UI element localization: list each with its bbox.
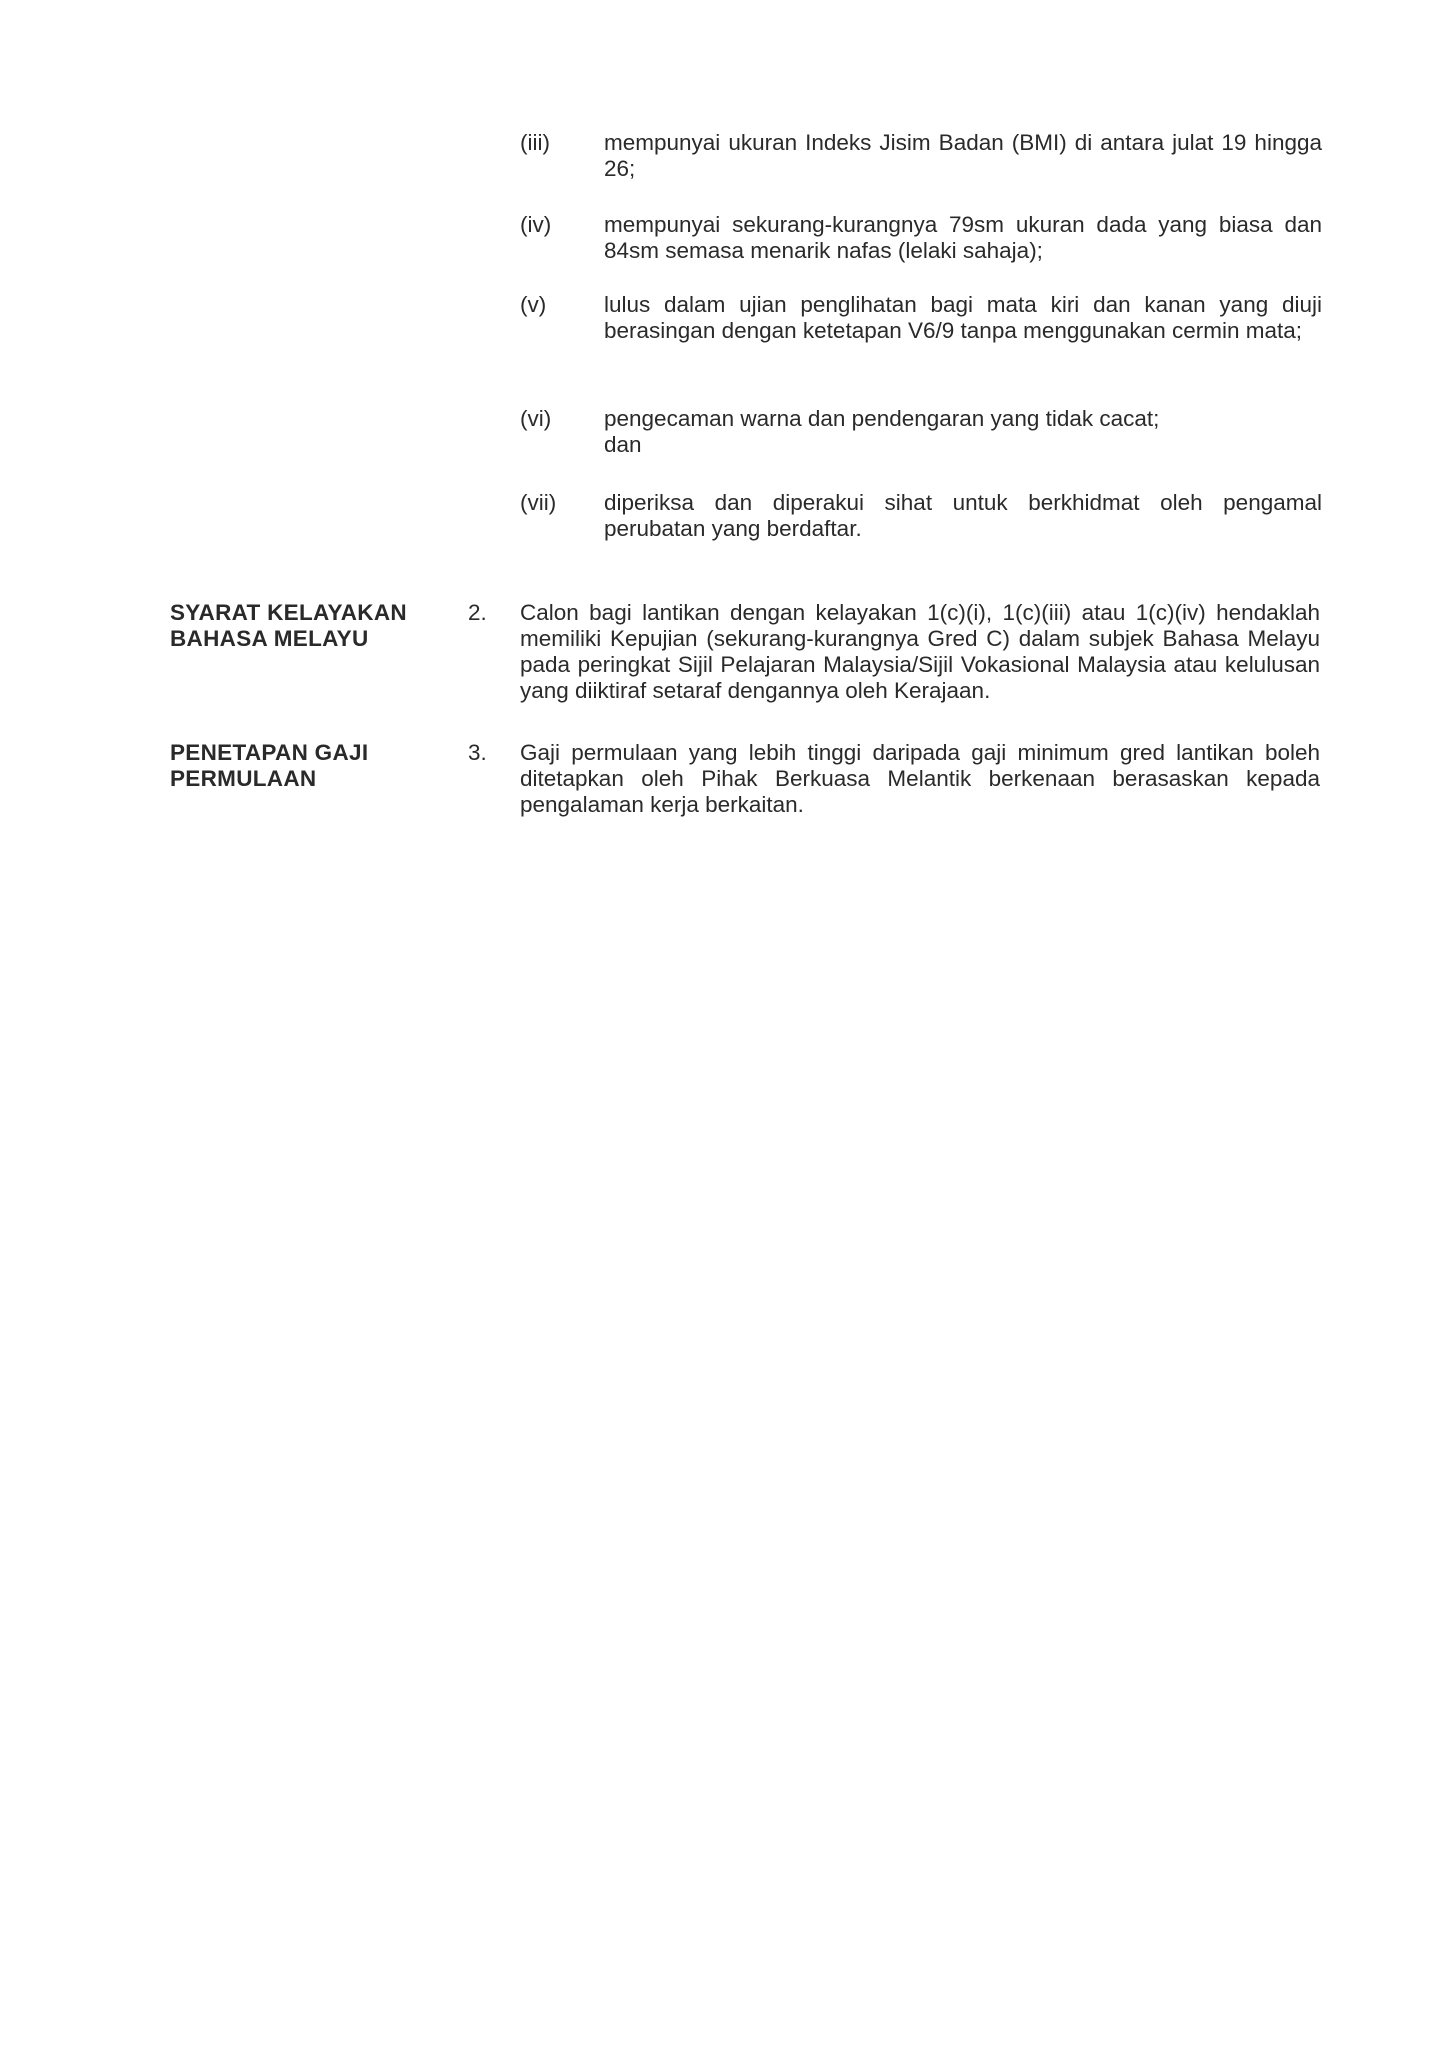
section-heading-line: BAHASA MELAYU xyxy=(170,626,369,651)
list-item-text: lulus dalam ujian penglihatan bagi mata kiri dan kanan yang diuji berasingan dengan ketetapan V6/9 tanpa menggunakan cermin mata; xyxy=(604,292,1322,343)
section-heading-line: SYARAT KELAYAKAN xyxy=(170,600,407,625)
list-item-number: (vi) xyxy=(520,406,552,431)
section-text: Gaji permulaan yang lebih tinggi daripada gaji minimum gred lantikan boleh ditetapkan oleh Pihak Berkuasa Melantik berkenaan berasaskan kepada pengalaman kerja berkaitan. xyxy=(520,740,1320,817)
list-item-number: (iii) xyxy=(520,130,550,155)
list-item-number: (v) xyxy=(520,292,547,317)
section-heading-line: PERMULAAN xyxy=(170,766,317,791)
list-item-text: diperiksa dan diperakui sihat untuk berkhidmat oleh pengamal perubatan yang berdaftar. xyxy=(604,490,1322,541)
section-number: 3. xyxy=(468,740,487,765)
section-heading xyxy=(170,600,450,652)
section-heading xyxy=(170,740,450,792)
list-item-text-line: dan xyxy=(604,432,642,457)
list-item-text: mempunyai sekurang-kurangnya 79sm ukuran dada yang biasa dan 84sm semasa menarik nafas (lelaki sahaja); xyxy=(604,212,1322,263)
section-text: Calon bagi lantikan dengan kelayakan 1(c)(i), 1(c)(iii) atau 1(c)(iv) hendaklah memiliki Kepujian (sekurang-kurangnya Gred C) dalam subjek Bahasa Melayu pada peringkat Sijil Pelajaran Malaysia/Sijil Vokasional Malaysia atau kelulusan yang diiktiraf setaraf dengannya oleh Kerajaan. xyxy=(520,600,1320,703)
list-item-text-line: pengecaman warna dan pendengaran yang tidak cacat; xyxy=(604,406,1160,431)
list-item-number: (vii) xyxy=(520,490,557,515)
list-item-text xyxy=(604,406,1322,458)
section-number: 2. xyxy=(468,600,487,625)
list-item-number: (iv) xyxy=(520,212,552,237)
section-heading-line: PENETAPAN GAJI xyxy=(170,740,369,765)
list-item-text: mempunyai ukuran Indeks Jisim Badan (BMI) di antara julat 19 hingga 26; xyxy=(604,130,1322,181)
